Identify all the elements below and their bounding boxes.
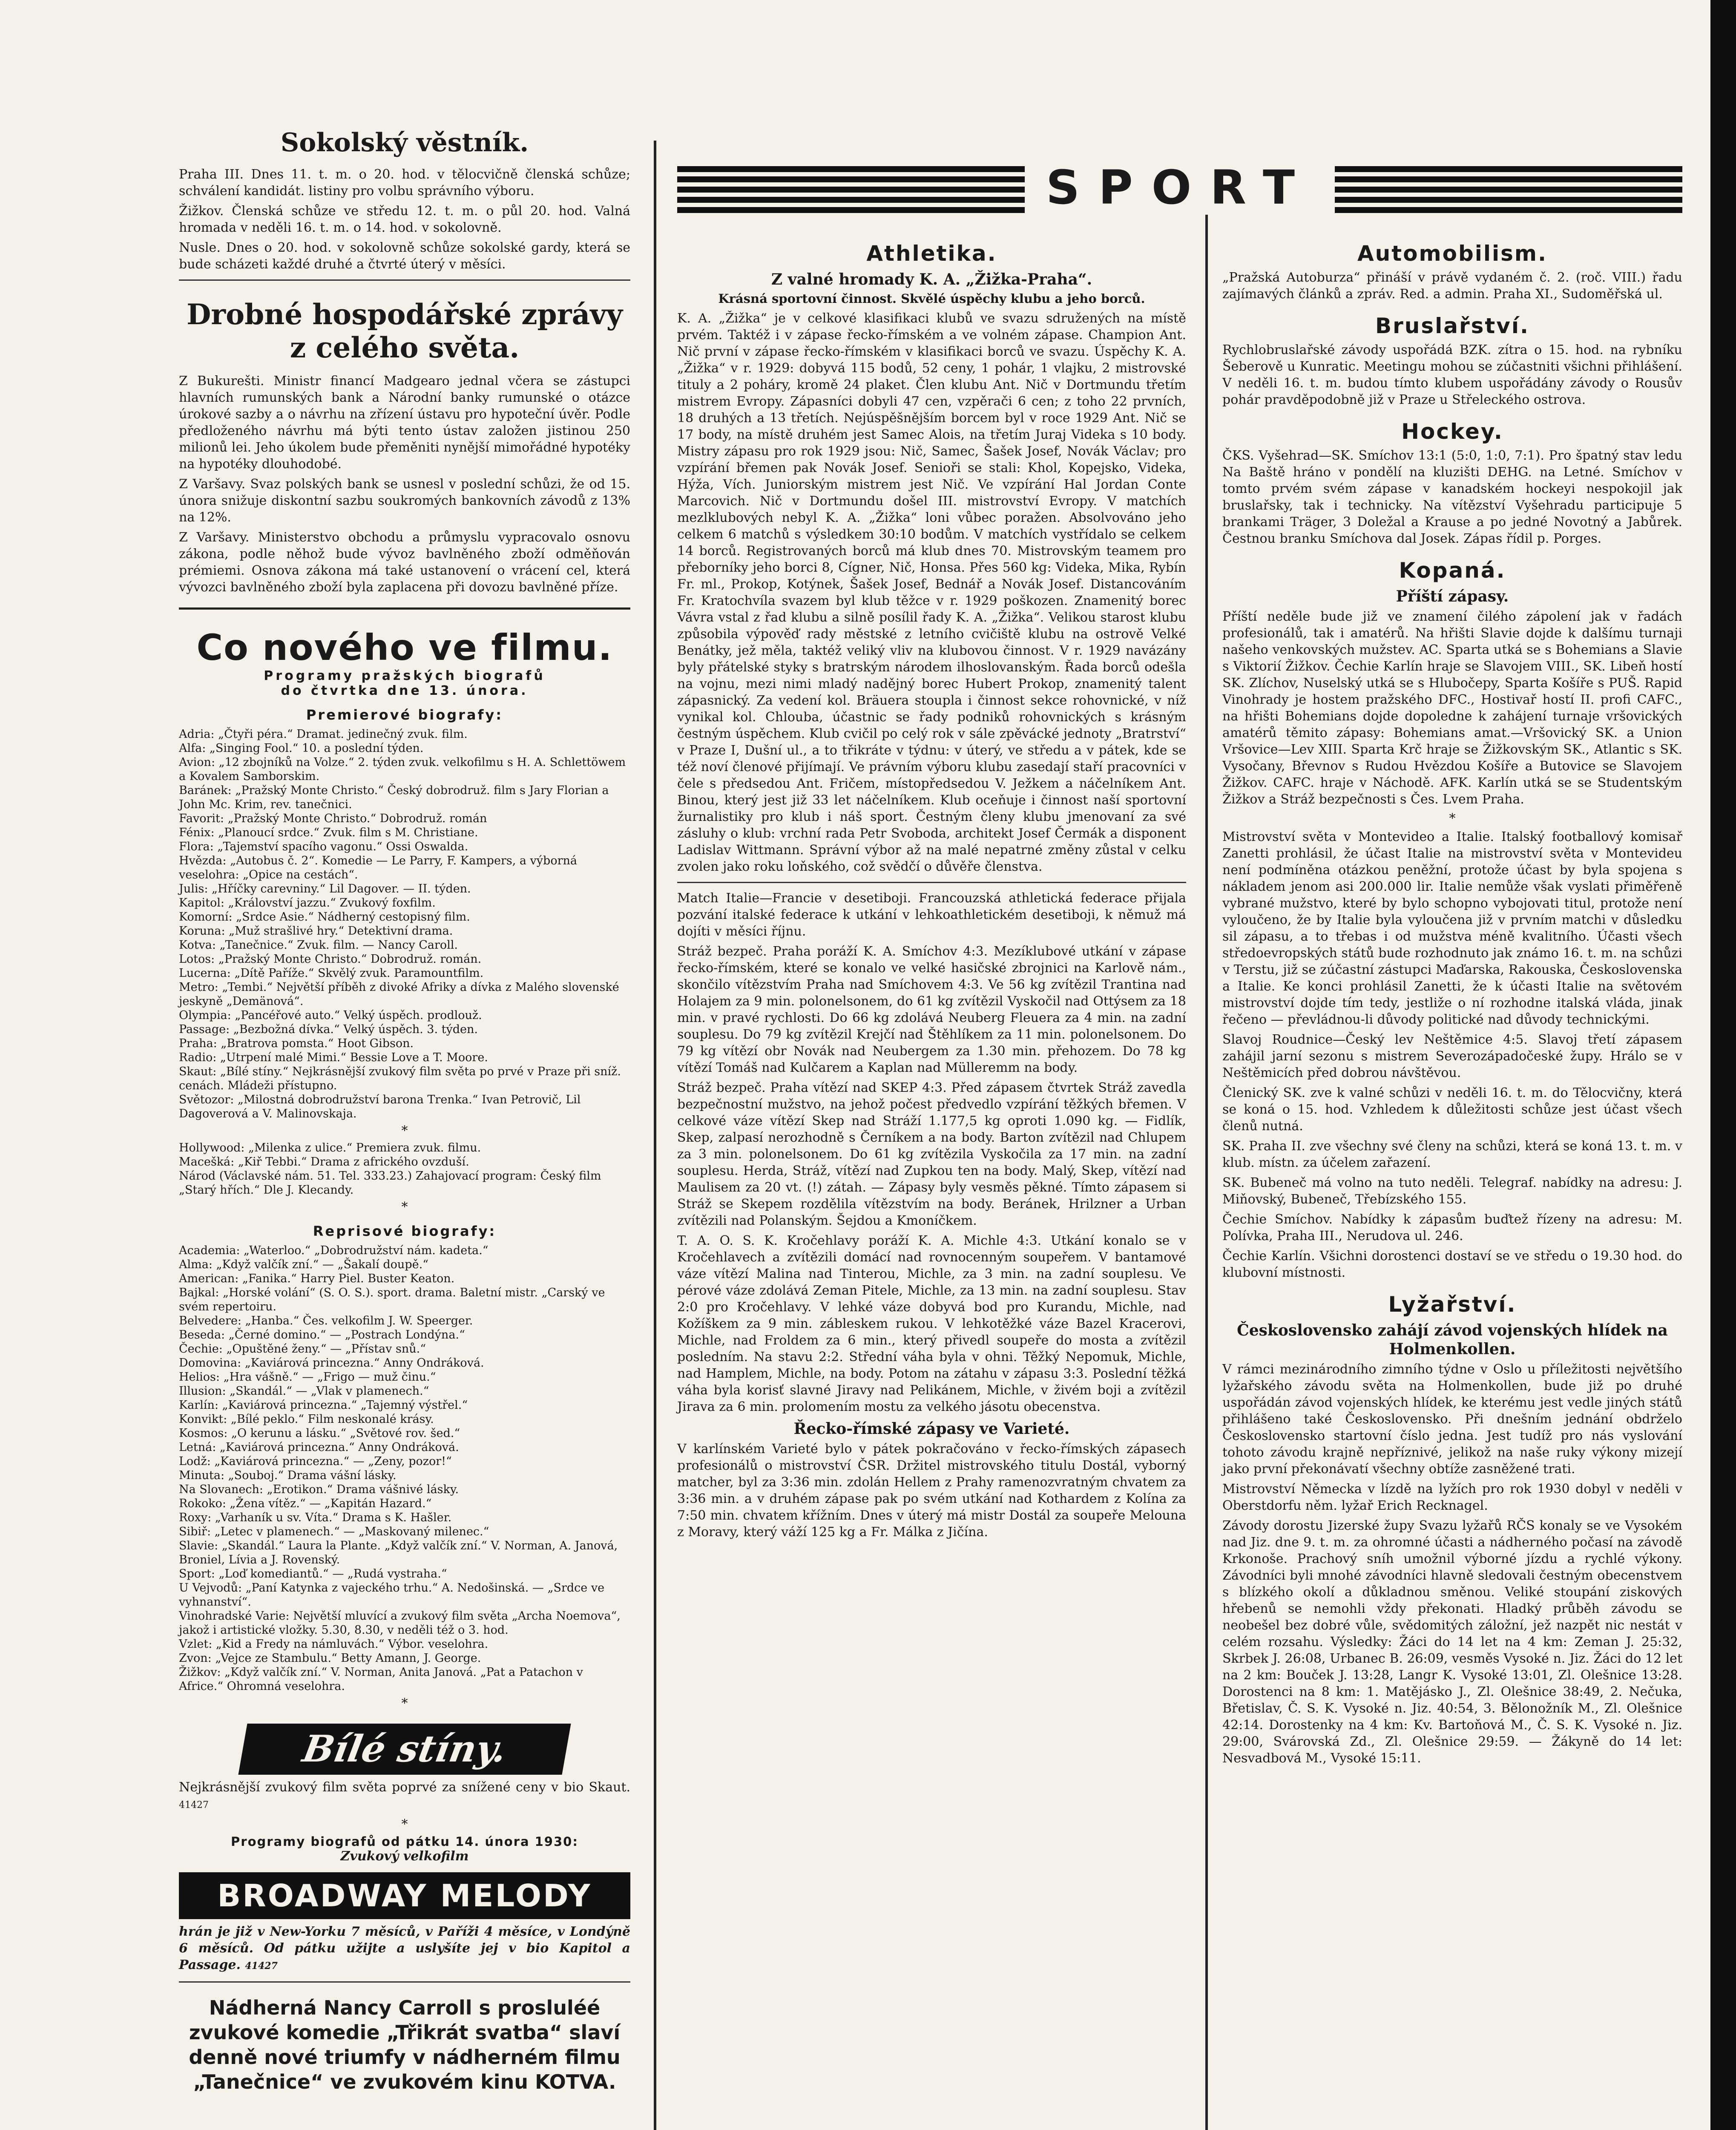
- cinema-listing: Fénix: „Planoucí srdce.“ Zvuk. film s M. Christiane.: [179, 826, 478, 839]
- cinema-listing: Zvon: „Vejce ze Stambulu.“ Betty Amann, J. George.: [179, 1652, 481, 1665]
- article-title: Příští zápasy.: [1396, 587, 1509, 605]
- article-paragraph: Slavoj Roudnice—Český lev Neštěmice 4:5. Slavoj třetí zápasem zahájil jarní sezonu s mistrem Severozápadočeské župy. Hrálo se v Neštěmicích před dobrou návštěvou.: [1222, 1032, 1682, 1080]
- cinema-listing: Letná: „Kaviárová princezna.“ Anny Ondráková.: [179, 1441, 459, 1454]
- economy-paragraph: Z Bukurešti. Ministr financí Madgearo jednal včera se zástupci hlavních rumunských bank a Národní banky rumunské o otázce úrokové sazby a o návrhu na zřízení ústavu pro hypoteční úvěr. Podle předloženého návrhu má býti tento ústav založen jistinou 250 milionů lei. Jeho úkolem bude přeměniti nynější mimořádné hypotéky na hypotéky dlouhodobé.: [179, 374, 630, 472]
- cinema-listing: Hollywood: „Milenka z ulice.“ Premiera zvuk. filmu.: [179, 1141, 481, 1154]
- carroll-ad: Nádherná Nancy Carroll s prosluléé zvukové komedie „Třikrát svatba“ slaví denně nové triumfy v nádherném filmu „Tanečnice“ ve zvukovém kinu KOTVA.: [189, 1996, 621, 2093]
- bile-stiny-logo: Bílé stíny.: [238, 1724, 571, 1775]
- article-paragraph: Rychlobruslařské závody uspořádá BZK. zítra o 15. hod. na rybníku Šeberově u Kunratic. Meetingu mohou se zúčastniti všichni přihlášení. V neděli 16. t. m. budou tímto klubem uspořádány závody o Rousův pohár pravděpodobně již v Praze u Střeleckého ostrova.: [1222, 343, 1682, 407]
- cinema-listing: Slavie: „Skandál.“ Laura la Plante. „Když valčík zní.“ V. Norman, A. Janová, Broniel, Lívia a J. Rovenský.: [179, 1539, 618, 1566]
- cinema-listing: Světozor: „Milostná dobrodružství barona Trenka.“ Ivan Petrovič, Lil Dagoverová a V. Malinovskaja.: [179, 1093, 581, 1120]
- cinema-listing: Macešká: „Kiř Tebbi.“ Drama z afrického ovzduší.: [179, 1155, 469, 1169]
- cinema-listing: Julis: „Hříčky carevniny.“ Lil Dagover. — II. týden.: [179, 882, 471, 895]
- sokol-paragraph: Nusle. Dnes o 20. hod. v sokolovně schůze sokolské gardy, která se bude scházeti každé druhé a čtvrté úterý v měsíci.: [179, 240, 630, 272]
- premier-cinema-list: [179, 1141, 630, 1197]
- article-paragraph: T. A. O. S. K. Kročehlavy poráží K. A. Michle 4:3. Utkání konalo se v Kročehlavech a zvítězili domácí nad rovnocenným soupeřem. V bantamové váze vítězí Malina nad Tinterou, Michle, za 3 min. na zadní souplesu. Ve pérové váze zdolává Zeman Pitele, Michle, za 13 min. na zadní souplesu. Stav 2:0 pro Kročehlavy. V lehké váze dobyvá bod pro Kurandu, Michle, nad Kožíškem za 9 min. zábleskem rukou. V lehkotěžké váze Bazel Kracerovi, Michle, nad Froldem za 6 min., který přivedl soupeře do mosta a zvítězil posledním. Na stavu 2:2. Střední váha byla v ohni. Těžký Nepomuk, Michle, nad Hamplem, Michle, na body. Potom na zátahu v zápasu 3:3. Poslední těžká váha byla korisť slavné Jiravy nad Pelikánem, Michle, v živém boji a zvítězil Jirava za 6 min. prolomením mostu za velkého jásotu obecenstva.: [677, 1233, 1186, 1414]
- cinema-listing: Karlín: „Kaviárová princezna.“ „Tajemný výstřel.“: [179, 1399, 468, 1412]
- broadway-melody-logo: BROADWAY MELODY: [179, 1872, 630, 1919]
- athletics-heading: Athletika.: [866, 241, 997, 266]
- article-paragraph: Stráž bezpeč. Praha vítězí nad SKEP 4:3. Před zápasem čtvrtek Stráž zavedla bezpečnostní mužstvo, na jehož počest předvedlo vzpírání těžkých břemen. V celkové váze vítězí Skep nad Stráží 1.177,5 kg oproti 1.090 kg. — Fidlík, Skep, zalpasí nerozhodně s Černíkem a na body. Barton zvítězil nad Chlupem za 3 min. polonelsonem. Do 61 kg zvítězila Vyskočila za 17 min. na zadní souplesu. Herda, Stráž, vítězí nad Zupkou ten na body. Malý, Skep, vítězí nad Maulisem za 20 vt. (!) zátah. — Zápasy byly vesměs pěkné. Tímto zápasem si Stráž se Skepem rozdělila vítězstvím na body. Beránek, Hrilzner a Urban zvítězili nad Polanským. Šejdou a Kmoníčkem.: [677, 1080, 1186, 1228]
- star-separator: *: [401, 1200, 408, 1215]
- cinema-listing: Flora: „Tajemství spacího vagonu.“ Ossi Oswalda.: [179, 840, 468, 853]
- cinema-listing: Kotva: „Tanečnice.“ Zvuk. film. — Nancy Caroll.: [179, 938, 458, 952]
- cinema-listing: Komorní: „Srdce Asie.“ Nádherný cestopisný film.: [179, 910, 470, 924]
- cinema-listing: Sport: „Loď komediantů.“ — „Rudá vystraha.“: [179, 1567, 447, 1580]
- cinema-listing: Favorit: „Pražský Monte Christo.“ Dobrodruž. román: [179, 812, 487, 825]
- cinema-listing: Passage: „Bezbožná dívka.“ Velký úspěch. 3. týden.: [179, 1023, 478, 1036]
- cinema-listing: Sibiř: „Letec v plamenech.“ — „Maskovaný milenec.“: [179, 1525, 489, 1538]
- left-column: [179, 128, 630, 2107]
- middle-column: [677, 230, 1186, 1544]
- cinema-listing: Olympia: „Pancéřové auto.“ Velký úspěch. prodlouž.: [179, 1009, 482, 1022]
- skating-heading: Bruslařství.: [1375, 314, 1530, 338]
- divider-rule: [179, 279, 630, 281]
- cinema-listing: Adria: „Čtyři péra.“ Dramat. jedinečný zvuk. film.: [179, 728, 468, 741]
- cinema-listing: Baránek: „Pražský Monte Christo.“ Český dobrodruž. film s Jary Florian a John Mc. Krim, rev. tanečnici.: [179, 784, 609, 811]
- cinema-listing: Praha: „Bratrova pomsta.“ Hoot Gibson.: [179, 1037, 414, 1050]
- article-paragraph: SK. Praha II. zve všechny své členy na schůzi, která se koná 13. t. m. v klub. místn. za účelem zařazení.: [1222, 1139, 1682, 1170]
- football-heading: Kopaná.: [1399, 558, 1506, 583]
- star-separator: *: [401, 1696, 408, 1711]
- premier-heading: Premierové biografy:: [306, 707, 503, 723]
- sport-banner: [677, 162, 1682, 213]
- cinema-listing: American: „Fanika.“ Harry Piel. Buster Keaton.: [179, 1272, 455, 1285]
- hockey-heading: Hockey.: [1401, 419, 1503, 444]
- divider-rule: [677, 882, 1186, 883]
- cinema-listing: Domovina: „Kaviárová princezna.“ Anny Ondráková.: [179, 1356, 484, 1370]
- cinema-listing: Kosmos: „O kerunu a lásku.“ „Světové rov. šed.“: [179, 1427, 460, 1440]
- column-divider: [654, 141, 656, 2130]
- cinema-listing: Academia: „Waterloo.“ „Dobrodružství nám. kadeta.“: [179, 1244, 489, 1257]
- article-paragraph: K. A. „Žižka“ je v celkové klasifikaci klubů ve svazu sdružených na místě prvém. Taktéž i v zápase řecko-římském a ve volném zápase. Champion Ant. Nič první v zápase řecko-římském v klasifikaci borců ve svazu. Úspěchy K. A. „Žižka“ v r. 1929: dobyvá 115 bodů, 52 ceny, 1 pohár, 1 vlajku, 2 mistrovské tituly a 2 poháry, kromě 24 plaket. Člen klubu Ant. Nič v Dortmundu třetím mistrem Evropy. Zápasníci dobyli 47 cen, vzpěrači 6 cen; z toho 22 prvních, 18 druhých a 13 třetích. Nejúspěšnějším borcem byl v roce 1929 Ant. Nič se 17 body, na místě druhém jest Samec Alois, na třetím Juraj Videka s 10 body. Mistry zápasu pro rok 1929 jsou: Nič, Samec, Šašek Josef, Novák Václav; pro vzpírání břemen pak Novák Josef. Senioři se stali: Khol, Kopejsko, Videka, Hýža, Vích. Juniorským mistrem jest Nič. Ve vzpírání Hal Jordan Conte Marcovich. Nič v Dortmundu došel III. mistrovství Evropy. V matchích mezlklubových nebyl K. A. „Žižka“ loni vůbec poražen. Absolvováno jeho celkem 6 matchů s výsledkem 30:10 bodům. V matchích vystřídalo se celkem 14 borců. Registrovaných borců má klub dnes 70. Mistrovským teamem pro přeborníky jeho borci 8, Cígner, Nič, Honsa. Přes 560 kg: Videka, Mika, Rybín Fr. ml., Prokop, Kotýnek, Šašek Josef, Bednář a Novák Josef. Distancováním Fr. Kratochvíla svazem byl klub těžce v r. 1929 poškozen. Znamenitý borec Vávra vstal z řad klubu a silně posílil řady K. A. „Žižka“. Velikou starost klubu způsobila výpověď rady městské z letního cvičiště klubu na ostrově Velké Benátky, jež měla, taktéž veliký vliv na klubovou činnost. V r. 1929 navázány byly přátelské styky s bratrským národem ilhoslovanským. Řada borců odešla na vojnu, mezi nimi mladý nadějný borec Hubert Prokop, znamenitý talent zápasnický. Za vedení kol. Bräuera stoupla i činnost sekce rohovnické, v níž vynikal kol. Chlouba, účastnic se řady podniků rohovnických s krásným čestným úspěchem. Klub cvičil po celý rok v sále zpěvácké jednoty „Bratrství“ v Praze I, Dušní ul., a to třikráte v týdnu: v úterý, ve středu a v pátek, kde se též noví členové přijímají. Ve právním výboru klubu zasedají staří pracovníci v čele s předsedou Ant. Fričem, místopředsedou V. Ježkem a náčelníkem Ant. Binou, který jest již 33 let náčelníkem. Klub oceňuje i činnost naší sportovní žurnalistiky pro klub i náš sport. Čestným členy klubu jmenovaní za své zásluhy o klub: vrchní rada Petr Svoboda, architekt Josef Čermák a disponent Ladislav Wittmann. Správní výbor až na malé nepatrné změny zůstal v celku zvolen jako roku loňského, což svědčí o důvěře členstva.: [677, 311, 1186, 874]
- sokol-heading: Sokolský věstník.: [280, 128, 529, 158]
- program-subline: Zvukový velkofilm: [340, 1849, 469, 1864]
- cinema-listing: Belvedere: „Hanba.“ Čes. velkofilm J. W. Speerger.: [179, 1314, 473, 1327]
- divider-rule: [179, 607, 630, 610]
- cinema-listing: Hvězda: „Autobus č. 2“. Komedie — Le Parry, F. Kampers, a výborná veselohra: „Opice na cestách“.: [179, 854, 577, 881]
- article-paragraph: Mistrovství světa v Montevideo a Italie. Italský footballový komisař Zanetti prohlásil, že účast Italie na mistrovství světa v Montevideu není podmíněna otázkou peněžní, protože účast by byla spojena s nákladem jenom asi 200.000 lir. Italie nemůže však vyslati přiměřeně vybrané mužstvo, které by bylo schopno vybojovati titul, protože není vyloučeno, že by Italie byla vyloučena již v prvním matchi v důsledku sil zápasu, a to třebas i od mužstva méně kvalitního. Účasti všech středoevropských států bude rozhodnuto jak známo 16. t. m. na schůzi v Terstu, již se zúčastní zástupci Maďarska, Rakouska, Československa a Italie. Ke konci prohlásil Zanetti, že k účasti Italie na světovém mistrovství dojde tím tedy, jestliže o ní rozhodne italská vláda, jinak řečeno — převládnou-li důvody politické nad důvody technickými.: [1222, 829, 1682, 1027]
- sport-banner-title: SPORT: [1025, 160, 1335, 215]
- article-paragraph: Čechie Smíchov. Nabídky k zápasům buďtež řízeny na adresu: M. Polívka, Praha III., Nerudova ul. 246.: [1222, 1212, 1682, 1243]
- cinema-listing: Kapitol: „Království jazzu.“ Zvukový foxfilm.: [179, 896, 436, 910]
- program-line: Programy biografů od pátku 14. února 1930:: [231, 1834, 578, 1849]
- article-paragraph: Členický SK. zve k valné schůzi v neděli 16. t. m. do Tělocvičny, která se koná o 15. hod. Vzhledem k důležitosti schůze jest účast všech členů nutná.: [1222, 1085, 1682, 1134]
- cinema-listing: Helios: „Hra vášně.“ — „Frigo — muž činu.“: [179, 1370, 436, 1384]
- right-column: [1222, 230, 1682, 1770]
- cinema-listing: Národ (Václavské nám. 51. Tel. 333.23.) Zahajovací program: Český film „Starý hřích.“ Dle J. Klecandy.: [179, 1169, 601, 1197]
- cinema-listing: Minuta: „Souboj.“ Drama vášní lásky.: [179, 1469, 397, 1482]
- sokol-paragraph: Praha III. Dnes 11. t. m. o 20. hod. v tělocvičně členská schůze; schválení kandidát. listiny pro volbu správního výboru.: [179, 167, 630, 199]
- film-subheading: Programy pražských biografů: [264, 668, 546, 683]
- film-heading: Co nového ve filmu.: [196, 627, 613, 668]
- cinema-listing: Lucerna: „Dítě Paříže.“ Skvělý zvuk. Paramountfilm.: [179, 967, 484, 980]
- cinema-listing: Koruna: „Muž strašlivé hry.“ Detektivní drama.: [179, 924, 453, 938]
- broadway-ad-text: hrán je již v New-Yorku 7 měsíců, v Paříži 4 měsíce, v Londýně 6 měsíců. Od pátku užijte a uslyšíte jej v bio Kapitol a Passage. 41427: [179, 1924, 630, 1972]
- cinema-listing: Illusion: „Skandál.“ — „Vlak v plamenech.“: [179, 1384, 429, 1398]
- reprise-heading: Reprisové biografy:: [313, 1223, 497, 1239]
- cinema-listing: Na Slovanech: „Erotikon.“ Drama vášnivé lásky.: [179, 1483, 459, 1496]
- article-paragraph: Závody dorostu Jizerské župy Svazu lyžařů RČS konaly se ve Vysokém nad Jiz. dne 9. t. m. za ohromné účasti a nádherného počasí na závodě Krkonoše. Prachový sníh umožnil výborné jízdu a rychlé výkony. Závodníci byli mnohé závodníci hlavně sledovali čestným obecenstvem s blízkého okolí a důkladnou směnou. Veliké stoupání ziskových hřebenů se nemohli vždy překonati. Hladký průběh závodu se neobešel bez dobré vůle, svědomitých záložní, jež nazpět nic nestát v celém rozsahu. Výsledky: Žáci do 14 let na 4 km: Zeman J. 25:32, Skrbek J. 26:08, Urbanec B. 26:09, vesměs Vysoké n. Jiz. Žáci do 12 let na 2 km: Bouček J. 13:28, Langr K. Vysoké 13:01, Zl. Olešnice 13:28. Dorostenci na 8 km: 1. Matějásko J., Zl. Olešnice 38:49, 2. Nečuka, Břetislav, Č. S. K. Vysoké n. Jiz. 40:54, 3. Bělonožník M., Zl. Olešnice 42:14. Dorostenky na 4 km: Kv. Bartoňová M., Č. S. K. Vysoké n. Jiz. 29:00, Svárovská Zd., Zl. Olešnice 29:59. — Žákyně do 14 let: Nesvadbová M., Vysoké 15:11.: [1222, 1518, 1682, 1766]
- article-paragraph: Stráž bezpeč. Praha poráží K. A. Smíchov 4:3. Mezíklubové utkání v zápase řecko-římském, které se konalo ve velké hasičské zbrojnici na Karlově nám., skončilo vítězstvím Praha nad Smíchovem 4:3. Ve 56 kg zvítězil Trantina nad Holajem za 9 min. polonelsonem, do 61 kg zvítězil Vyskočil nad Ottýsem za 18 min. v pravé rychlosti. Do 66 kg zdolává Neuberg Fleuera za 4 min. na zadní souplesu. Do 79 kg zvítězil Krejčí nad Štěhlíkem za 11 min. polonelsonem. Do 79 kg vítězí obr Novák nad Neubergem za 1.30 min. přehozem. Do 78 kg vítězí Tomáš nad Kulčarem a Kaplan nad Mülleremm na body.: [677, 944, 1186, 1075]
- bile-stiny-ad-text: Nejkrásnější zvukový film světa poprvé za snížené ceny v bio Skaut. 41427: [179, 1780, 630, 1810]
- article-paragraph: V karlínském Varieté bylo v pátek pokračováno v řecko-římských zápasech profesionálů o mistrovství ČSR. Držitel mistrovského titulu Dostál, vyborný matcher, byl za 3:36 min. zdolán Hellem z Prahy ramenozvratným chvatem za 3:36 min. a v druhém zápase pak po svém utkání nad Kothardem z Kolína za 7:50 min. chvatem křížním. Dnes v úterý má mistr Dostál za soupeře Melouna z Moravy, který váží 125 kg a Fr. Málka z Jičína.: [677, 1442, 1186, 1540]
- cinema-listing: Alfa: „Singing Fool.“ 10. a poslední týden.: [179, 742, 424, 755]
- cinema-listing: Čechie: „Opuštěné ženy.“ — „Přístav snů.“: [179, 1342, 426, 1356]
- cinema-listing: Rokoko: „Žena vítěz.“ — „Kapitán Hazard.“: [179, 1497, 432, 1510]
- cinema-listing: Lodž: „Kaviárová princezna.“ — „Zeny, pozor!“: [179, 1455, 452, 1468]
- cinema-listing: Vinohradské Varie: Největší mluvící a zvukový film světa „Archa Noemova“, jakož i artistické vložky. 5.30, 8.30, v neděli též o 3. hod.: [179, 1609, 621, 1637]
- cinema-listing: Beseda: „Černé domino.“ — „Postrach Londýna.“: [179, 1328, 465, 1341]
- article-paragraph: Match Italie—Francie v desetiboji. Francouzská athletická federace přijala pozvání italské federace k utkání v lehkoathletickém desetiboji, k němuž má dojíti v měsíci říjnu.: [677, 891, 1186, 939]
- cinema-listing: Roxy: „Varhaník u sv. Víta.“ Drama s K. Hašler.: [179, 1511, 452, 1524]
- cinema-listing: Avion: „12 zbojníků na Volze.“ 2. týden zvuk. velkofilmu s H. A. Schlettöwem a Kovalem Samborskim.: [179, 756, 626, 783]
- article-title: Řecko-římské zápasy ve Varieté.: [793, 1420, 1070, 1438]
- cinema-listing: Žižkov: „Když valčík zní.“ V. Norman, Anita Janová. „Pat a Patachon v Africe.“ Ohromná veselohra.: [179, 1666, 583, 1693]
- premier-cinema-list: [179, 727, 630, 1121]
- article-subtitle: Krásná sportovní činnost. Skvělé úspěchy klubu a jeho borců.: [718, 291, 1145, 306]
- article-paragraph: „Pražská Autoburza“ přináší v právě vydaném č. 2. (roč. VIII.) řadu zajímavých článků a zpráv. Red. a admin. Praha XI., Sudoměřská ul.: [1222, 270, 1682, 302]
- cinema-listing: Skaut: „Bílé stíny.“ Nejkrásnější zvukový film světa po prvé v Praze při sníž. cenách. Mládeži přístupno.: [179, 1065, 621, 1092]
- article-title: Československo zahájí závod vojenských hlídek na Holmenkollen.: [1237, 1321, 1668, 1358]
- cinema-listing: Konvikt: „Bílé peklo.“ Film neskonalé krásy.: [179, 1413, 434, 1426]
- star-separator: *: [401, 1817, 408, 1832]
- cinema-listing: Alma: „Když valčík zní.“ — „Šakalí doupě.“: [179, 1258, 428, 1271]
- economy-paragraph: Z Varšavy. Svaz polských bank se usnesl v poslední schůzi, že od 15. února snižuje diskontní sazbu soukromých bankovních závodů z 13% na 12%.: [179, 477, 630, 525]
- cinema-listing: Radio: „Utrpení malé Mimi.“ Bessie Love a T. Moore.: [179, 1051, 488, 1064]
- article-paragraph: Mistrovství Německa v lízdě na lyžích pro rok 1930 dobyl v neděli v Oberstdorfu něm. lyžař Erich Recknagel.: [1222, 1482, 1682, 1513]
- sokol-paragraph: Žižkov. Členská schůze ve středu 12. t. m. o půl 20. hod. Valná hromada v neděli 16. t. m. o 14. hod. v sokolovně.: [179, 204, 630, 235]
- automobilism-heading: Automobilism.: [1357, 241, 1548, 266]
- star-separator: *: [401, 1123, 408, 1138]
- article-paragraph: SK. Bubeneč má volno na tuto neděli. Telegraf. nabídky na adresu: J. Miňovský, Bubeneč, Třebízského 155.: [1222, 1175, 1682, 1207]
- article-paragraph: Čechie Karlín. Všichni dorostenci dostaví se ve středu o 19.30 hod. do klubovní místnosti.: [1222, 1249, 1682, 1280]
- article-paragraph: V rámci mezinárodního zimního týdne v Oslo u příležitosti největšího lyžařského závodu světa na Holmenkollen, bude již po druhé uspořádán závod vojenských hlídek, ke kterému jest vedle jiných států přihlášeno také Československo. Při dnešním jednání obdrželo Československo startovní číslo jedna. Jest tudíž pro nás vyslování tohoto závodu krajně nepříznivé, jelikož na naše ruky výkony mizejí jako první překonávatí všechny obtíže zasněžené trati.: [1222, 1362, 1682, 1477]
- cinema-listing: Bajkal: „Horské volání“ (S. O. S.). sport. drama. Baletní mistr. „Carský ve svém repertoiru.: [179, 1286, 605, 1313]
- film-subheading: do čtvrtka dne 13. února.: [281, 683, 529, 698]
- reprise-cinema-list: [179, 1243, 630, 1693]
- economy-heading: Drobné hospodářské zprávy z celého světa.: [187, 298, 623, 364]
- star-separator: *: [1449, 811, 1456, 826]
- article-title: Z valné hromady K. A. „Žižka-Praha“.: [771, 271, 1092, 288]
- column-divider: [1205, 213, 1208, 2130]
- cinema-listing: Vzlet: „Kid a Fredy na námluvách.“ Výbor. veselohra.: [179, 1638, 489, 1651]
- cinema-listing: U Vejvodů: „Paní Katynka z vajeckého trhu.“ A. Nedošinská. — „Srdce ve vyhnanství“.: [179, 1581, 605, 1609]
- skiing-heading: Lyžařství.: [1388, 1292, 1517, 1317]
- article-paragraph: Příští neděle bude již ve znamení čilého zápolení jak v řadách profesionálů, tak i amatérů. Na hřišti Slavie dojde k dalšímu turnaji našeho venkovských mužstev. AC. Sparta utká se s Bohemians a Slavie s Viktorií Žižkov. Čechie Karlín hraje se Slavojem VIII., SK. Libeň hostí SK. Zlíchov, Nuselský utká se s Hlubočepy, Sparta Košíře s PUŠ. Rapid Vinohrady je hostem pražského DFC., Hostivař hostí II. profi CAFC., na hřišti Bohemians dojde dopoledne k zahájení turnaje vršovických amatérů těmito zápasy: Bohemians amat.—Vršovický SK. a Union Vršovice—Lev XIII. Sparta Krč hraje se Žižkovským SK., Atlantic s SK. Vysočany, Břevnov s Rudou Hvězdou Košíře a Butovice se Slavojem Žižkov. CAFC. hraje v Náchodě. AFK. Karlín utká se se Studentským Žižkov a Stráž bezpečnosti s Čes. Lvem Praha.: [1222, 609, 1682, 807]
- economy-paragraph: Z Varšavy. Ministerstvo obchodu a průmyslu vypracovalo osnovu zákona, podle něhož bude vývoz bavlněného zboží odměňován prémiemi. Osnova zákona má také ustanovení o vrácení cel, která vývozci bavlněného zboží byla zaplacena při dovozu bavlněné příze.: [179, 530, 630, 595]
- divider-rule: [179, 1981, 630, 1983]
- cinema-listing: Metro: „Tembi.“ Největší příběh z divoké Afriky a dívka z Malého slovenské jeskyně „Demänová“.: [179, 981, 619, 1008]
- cinema-listing: Lotos: „Pražský Monte Christo.“ Dobrodruž. román.: [179, 953, 482, 966]
- article-paragraph: ČKS. Vyšehrad—SK. Smíchov 13:1 (5:0, 1:0, 7:1). Pro špatný stav ledu Na Baště hráno v pondělí na kluzišti DEHG. na Letné. Smíchov v tomto prvém svém zápase v kanadském hockeyi nespokojil jak bruslařsky, tak i technicky. Na vítězství Vyšehradu participuje 5 brankami Träger, 3 Doležal a Krause a po jedné Novotný a Jabůrek. Čestnou branku Smíchova dal Josek. Zápas řídil p. Porges.: [1222, 448, 1682, 546]
